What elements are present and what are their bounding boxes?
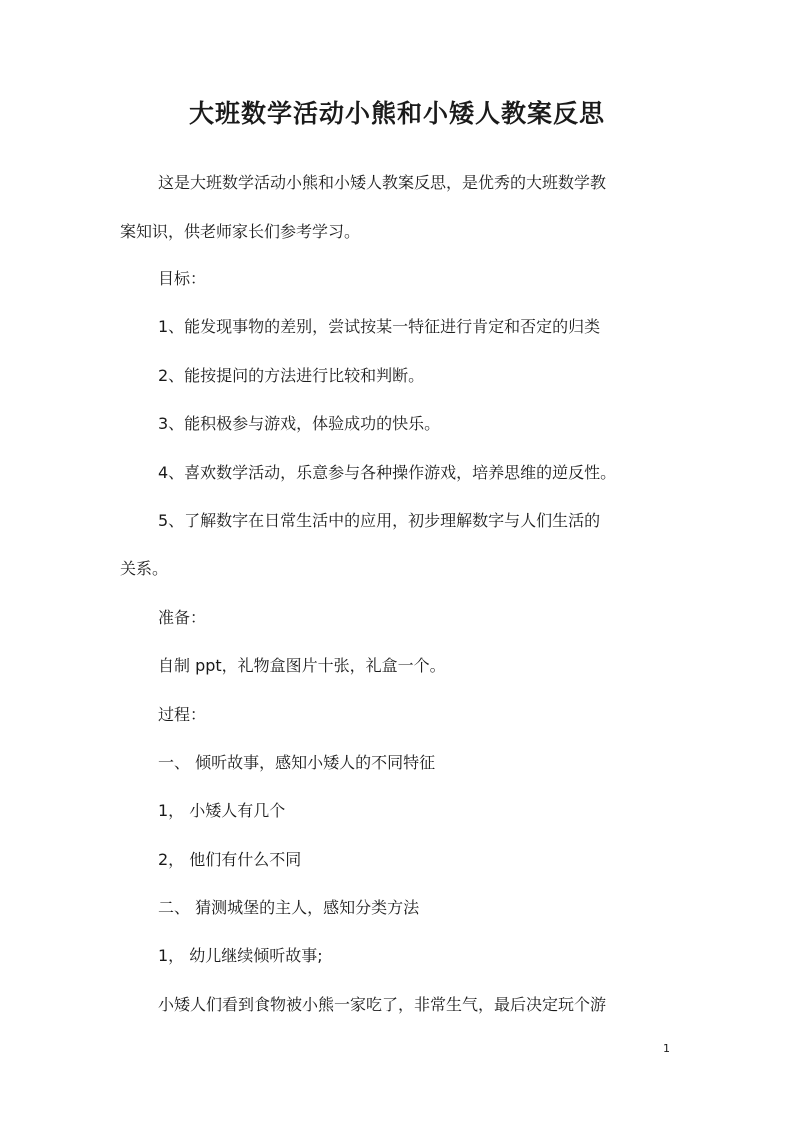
step-1-item-2: 2， 他们有什么不同 bbox=[158, 850, 302, 869]
goal-item-3: 3、能积极参与游戏，体验成功的快乐。 bbox=[158, 414, 441, 433]
story-paragraph-line: 小矮人们看到食物被小熊一家吃了，非常生气，最后决定玩个游 bbox=[158, 995, 607, 1014]
goals-heading: 目标： bbox=[158, 269, 207, 288]
intro-line-1: 这是大班数学活动小熊和小矮人教案反思，是优秀的大班数学教 bbox=[158, 173, 607, 192]
page-number: 1 bbox=[663, 1042, 670, 1055]
goal-item-5-line-1: 5、了解数字在日常生活中的应用，初步理解数字与人们生活的 bbox=[158, 511, 601, 530]
step-1-heading: 一、 倾听故事，感知小矮人的不同特征 bbox=[158, 753, 436, 772]
step-1-item-1: 1， 小矮人有几个 bbox=[158, 801, 286, 820]
intro-line-2: 案知识，供老师家长们参考学习。 bbox=[120, 222, 361, 241]
goal-item-5-line-2: 关系。 bbox=[120, 559, 169, 578]
step-2-item-1: 1， 幼儿继续倾听故事; bbox=[158, 946, 323, 965]
prep-text: 自制 ppt，礼物盒图片十张，礼盒一个。 bbox=[158, 656, 446, 675]
goal-item-4: 4、喜欢数学活动，乐意参与各种操作游戏，培养思维的逆反性。 bbox=[158, 463, 617, 482]
document-title: 大班数学活动小熊和小矮人教案反思 bbox=[188, 99, 605, 128]
goal-item-1: 1、能发现事物的差别，尝试按某一特征进行肯定和否定的归类 bbox=[158, 317, 601, 336]
goal-item-2: 2、能按提问的方法进行比较和判断。 bbox=[158, 366, 425, 385]
process-heading: 过程： bbox=[158, 705, 207, 724]
prep-heading: 准备： bbox=[158, 608, 207, 627]
step-2-heading: 二、 猜测城堡的主人，感知分类方法 bbox=[158, 898, 420, 917]
